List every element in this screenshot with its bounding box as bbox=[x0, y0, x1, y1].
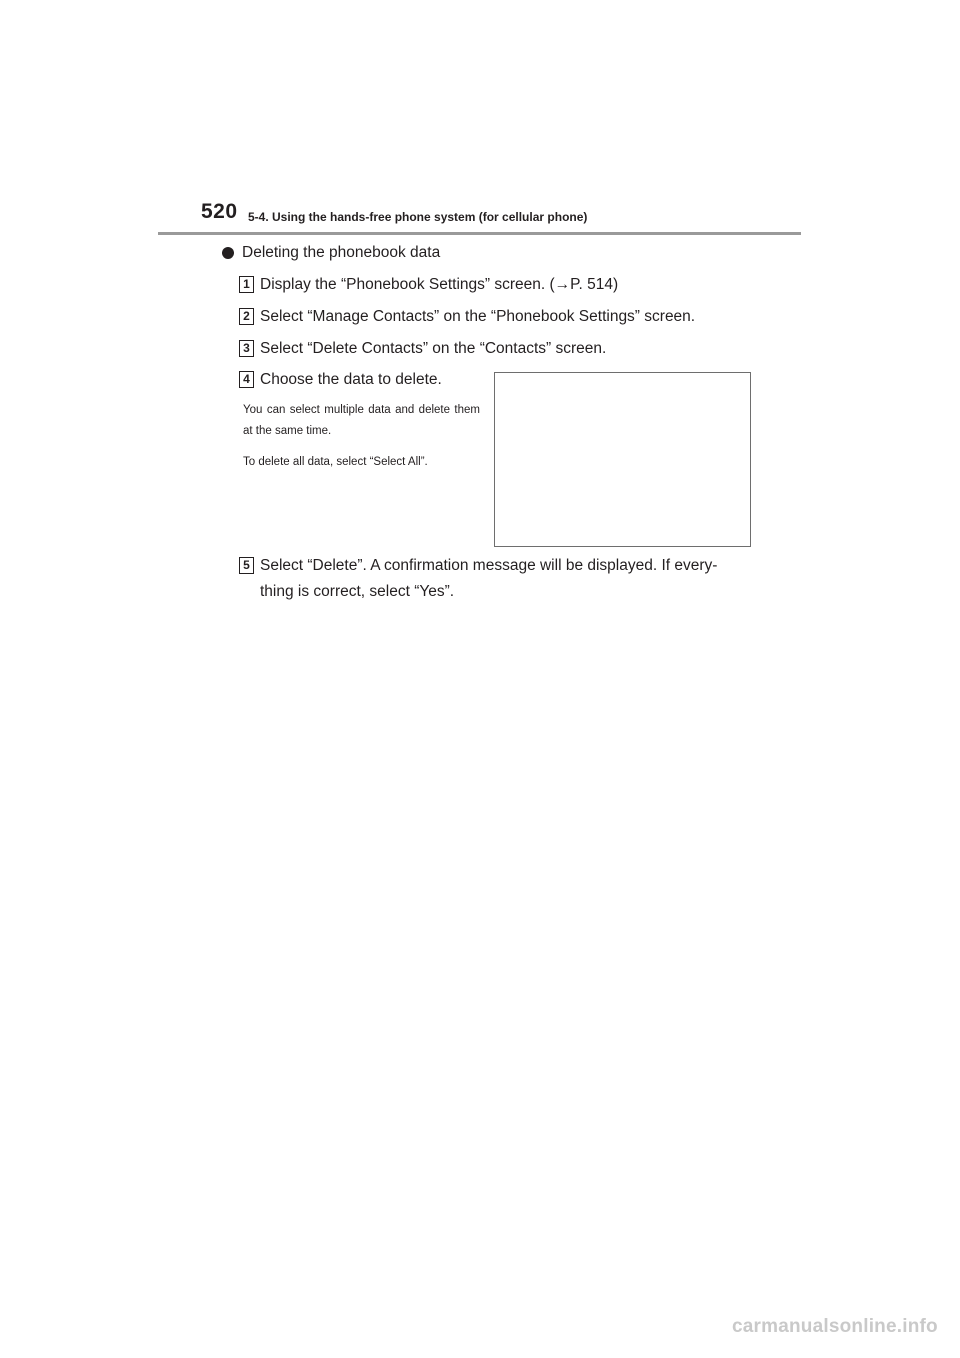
step-text-3: Select “Delete Contacts” on the “Contacts” screen. bbox=[260, 340, 607, 357]
step-number-4: 4 bbox=[239, 371, 254, 388]
step-1 bbox=[239, 272, 618, 298]
heading-text: Deleting the phonebook data bbox=[242, 244, 441, 261]
note-select-all: To delete all data, select “Select All”. bbox=[243, 456, 428, 468]
step-text-4: Choose the data to delete. bbox=[260, 371, 442, 388]
section-title: 5-4. Using the hands-free phone system (for cellular phone) bbox=[248, 210, 588, 224]
step-number-3: 3 bbox=[239, 340, 254, 357]
bullet-icon bbox=[222, 247, 234, 259]
page-number: 520 bbox=[201, 200, 238, 223]
step-4 bbox=[239, 367, 442, 393]
step-number-5: 5 bbox=[239, 557, 254, 574]
screen-illustration bbox=[494, 372, 751, 547]
step-5 bbox=[239, 553, 750, 605]
watermark: carmanualsonline.info bbox=[732, 1316, 938, 1337]
step-3 bbox=[239, 336, 606, 362]
step-number-2: 2 bbox=[239, 308, 254, 325]
bullet-heading bbox=[222, 244, 440, 262]
step-text-5: Select “Delete”. A confirmation message will be displayed. If every-thing is correct, select “Yes”. bbox=[260, 557, 718, 600]
step-number-1: 1 bbox=[239, 276, 254, 293]
step-text-1: Display the “Phonebook Settings” screen. (→P. 514) bbox=[260, 276, 619, 293]
step-2 bbox=[239, 304, 695, 330]
header-divider bbox=[158, 232, 801, 235]
step-text-2: Select “Manage Contacts” on the “Phonebook Settings” screen. bbox=[260, 308, 696, 325]
note-multiple-select: You can select multiple data and delete them at the same time. bbox=[243, 404, 480, 437]
